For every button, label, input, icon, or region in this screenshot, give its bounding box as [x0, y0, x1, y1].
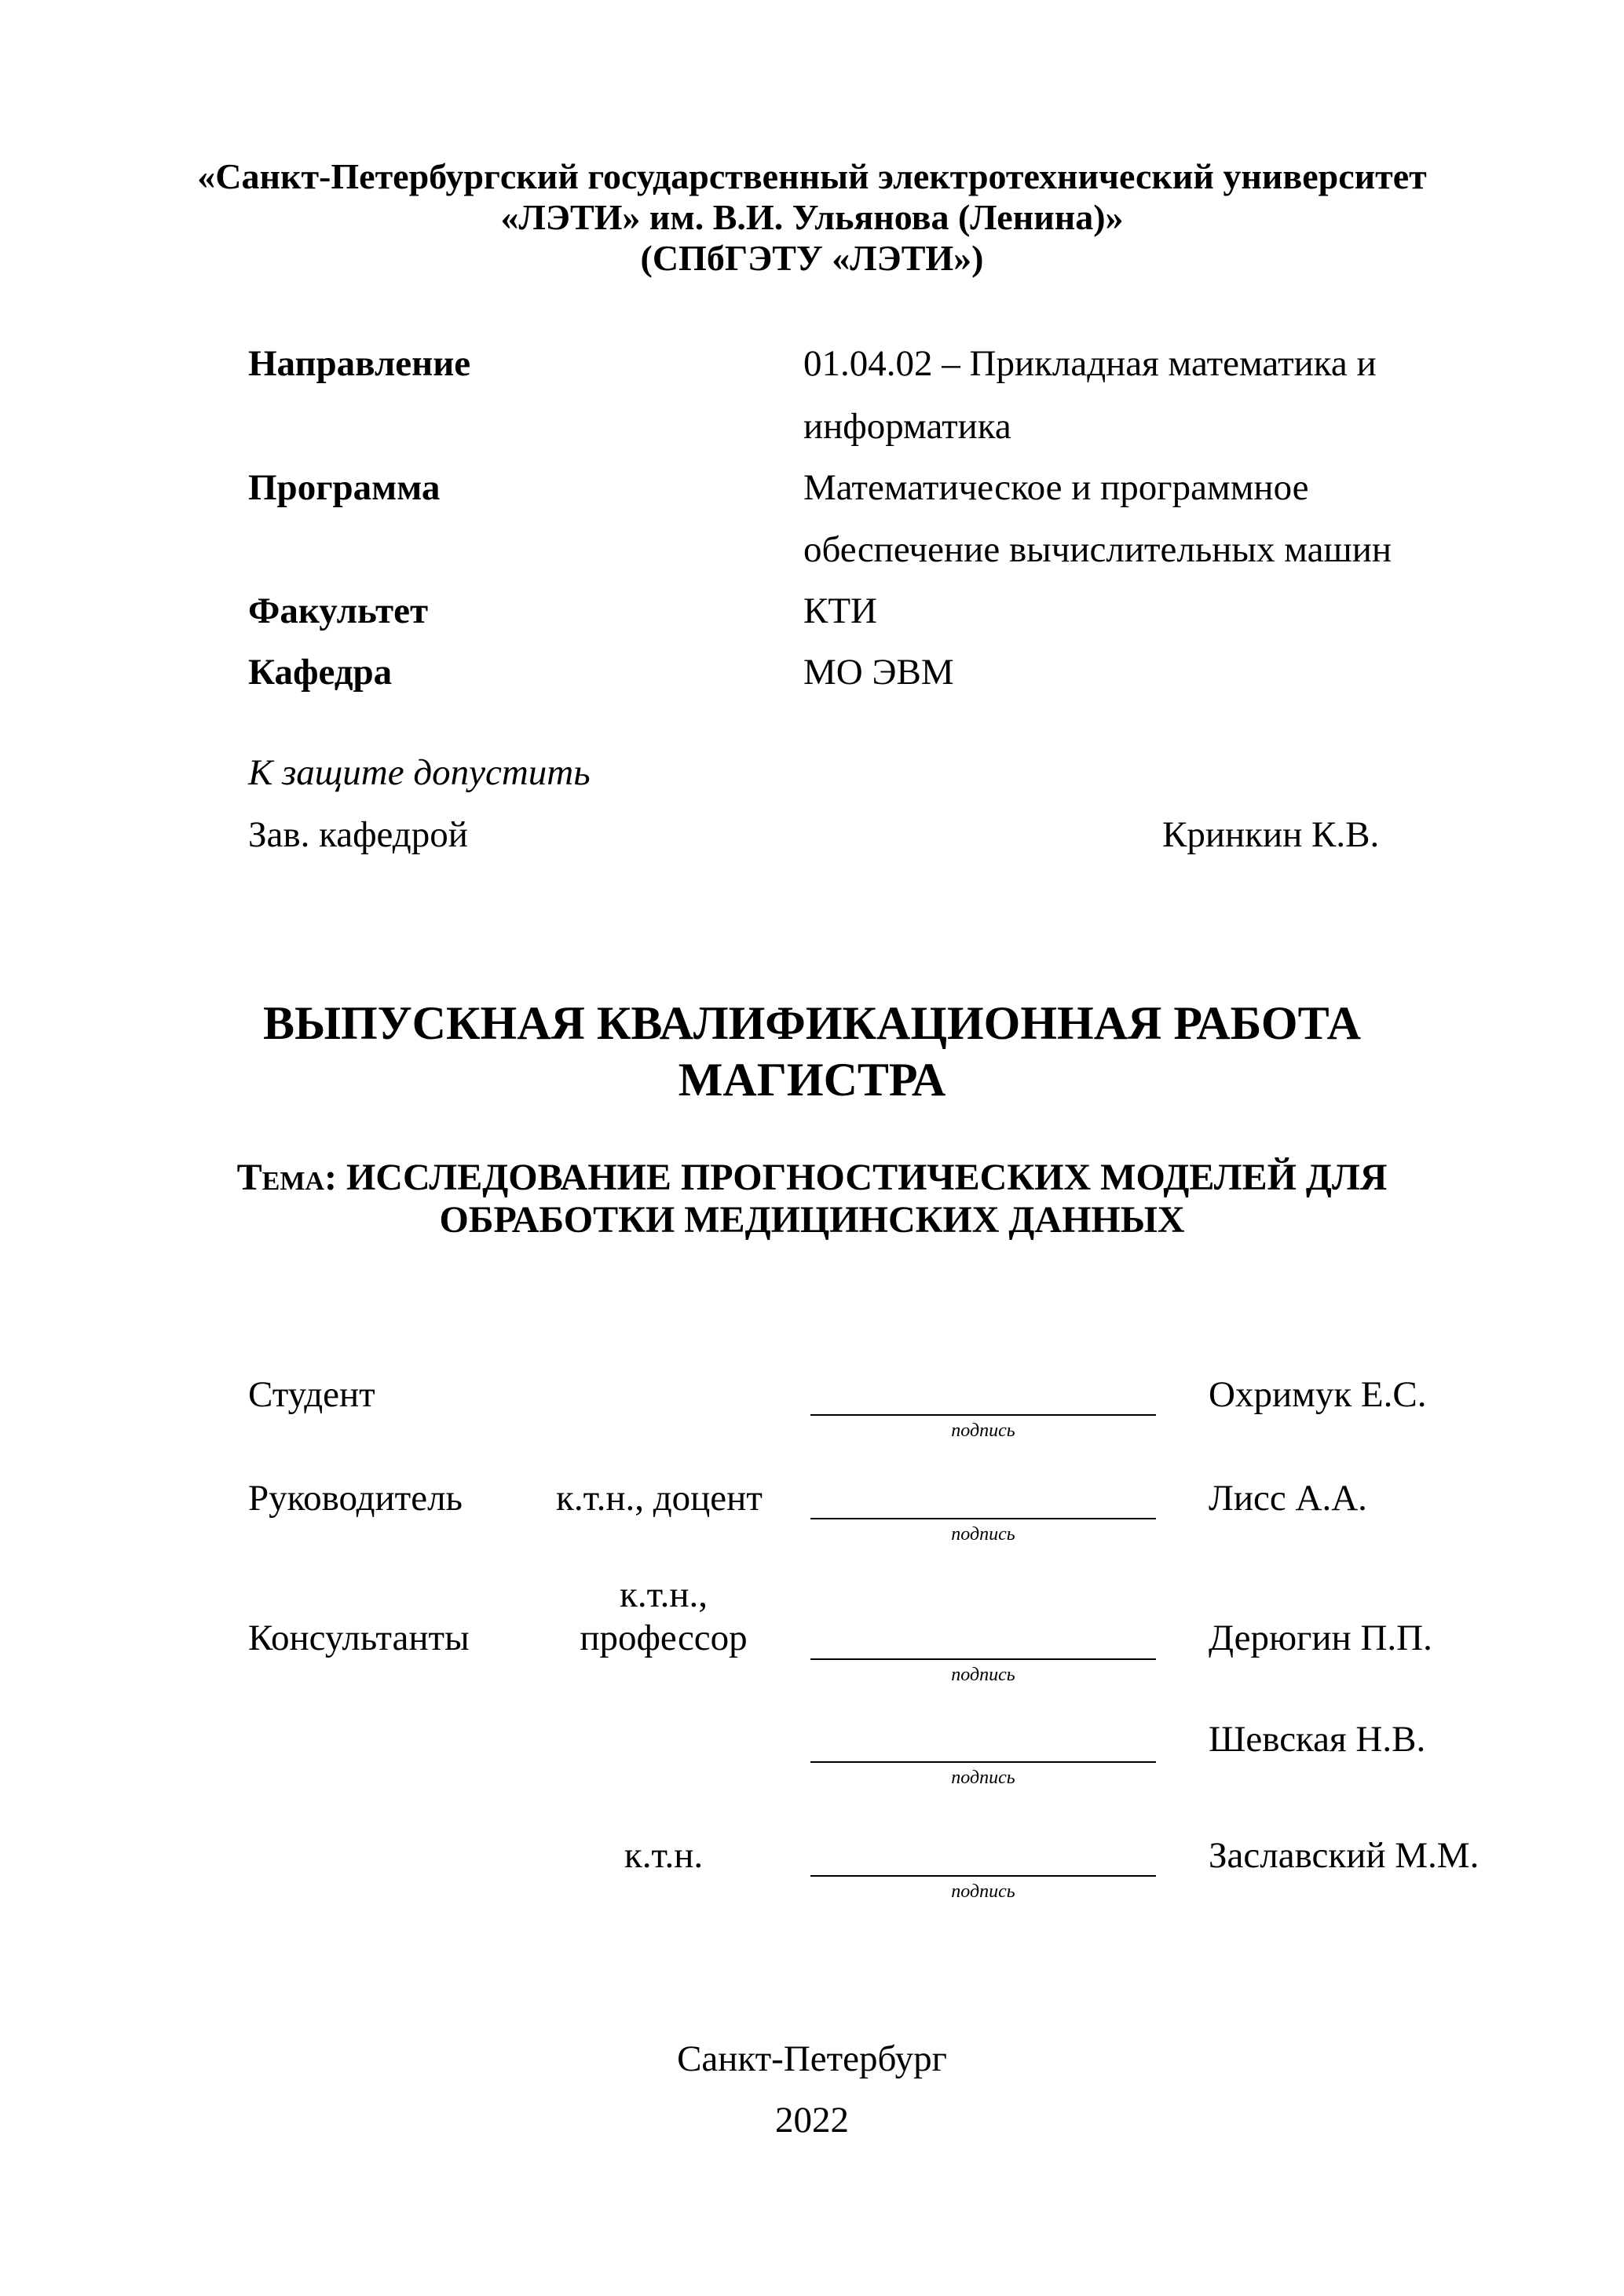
topic-colon: : [324, 1157, 337, 1198]
supervisor-name: Лисс А.А. [1209, 1478, 1367, 1519]
university-name-line1: «Санкт-Петербургский государственный электротехнический университет [197, 156, 1427, 196]
topic-label: Тема [236, 1157, 324, 1198]
consultants-role: Консультанты [248, 1618, 470, 1658]
document-title-line2: МАГИСТРА [678, 1054, 946, 1106]
student-role: Студент [248, 1374, 375, 1415]
consultant1-title-line1: к.т.н., [620, 1574, 708, 1615]
department-label: Кафедра [248, 652, 393, 693]
program-label: Программа [248, 467, 441, 508]
year: 2022 [775, 2100, 849, 2141]
head-of-department-name: Кринкин К.В. [1162, 814, 1380, 855]
consultant3-signature-caption: подпись [951, 1881, 1015, 1902]
program-value-line2: обеспечение вычислительных машин [803, 529, 1392, 570]
direction-value-line1: 01.04.02 – Прикладная математика и [803, 343, 1377, 384]
consultant3-title: к.т.н. [624, 1835, 704, 1876]
topic-title-line1: ИССЛЕДОВАНИЕ ПРОГНОСТИЧЕСКИХ МОДЕЛЕЙ ДЛЯ [346, 1157, 1388, 1198]
student-name: Охримук Е.С. [1209, 1374, 1427, 1415]
consultant3-signature-line [810, 1875, 1156, 1877]
university-name-line2: «ЛЭТИ» им. В.И. Ульянова (Ленина)» [500, 197, 1124, 237]
topic-title-line2: ОБРАБОТКИ МЕДИЦИНСКИХ ДАННЫХ [439, 1199, 1185, 1241]
supervisor-title: к.т.н., доцент [556, 1478, 763, 1519]
student-signature-caption: подпись [951, 1420, 1015, 1441]
consultant2-signature-caption: подпись [951, 1768, 1015, 1788]
faculty-label: Факультет [248, 590, 429, 631]
direction-label: Направление [248, 343, 471, 384]
admit-to-defense: К защите допустить [248, 752, 591, 793]
program-value-line1: Математическое и программное [803, 467, 1309, 508]
university-abbreviation: (СПбГЭТУ «ЛЭТИ») [640, 238, 984, 278]
consultant2-name: Шевская Н.В. [1209, 1719, 1426, 1760]
city: Санкт-Петербург [677, 2038, 947, 2079]
direction-value-line2: информатика [803, 406, 1011, 447]
supervisor-signature-line [810, 1518, 1156, 1519]
topic-line1 [0, 1156, 1624, 1200]
consultant2-signature-line [810, 1761, 1156, 1763]
faculty-value: КТИ [803, 590, 877, 631]
supervisor-role: Руководитель [248, 1478, 463, 1519]
consultant1-title-line2: профессор [580, 1618, 748, 1658]
department-value: МО ЭВМ [803, 652, 954, 693]
supervisor-signature-caption: подпись [951, 1524, 1015, 1545]
consultant1-signature-caption: подпись [951, 1665, 1015, 1685]
document-title-line1: ВЫПУСКНАЯ КВАЛИФИКАЦИОННАЯ РАБОТА [263, 997, 1361, 1049]
head-of-department-label: Зав. кафедрой [248, 814, 468, 855]
consultant3-name: Заславский М.М. [1209, 1835, 1480, 1876]
consultant1-name: Дерюгин П.П. [1209, 1618, 1432, 1658]
student-signature-line [810, 1414, 1156, 1416]
consultant1-signature-line [810, 1658, 1156, 1660]
